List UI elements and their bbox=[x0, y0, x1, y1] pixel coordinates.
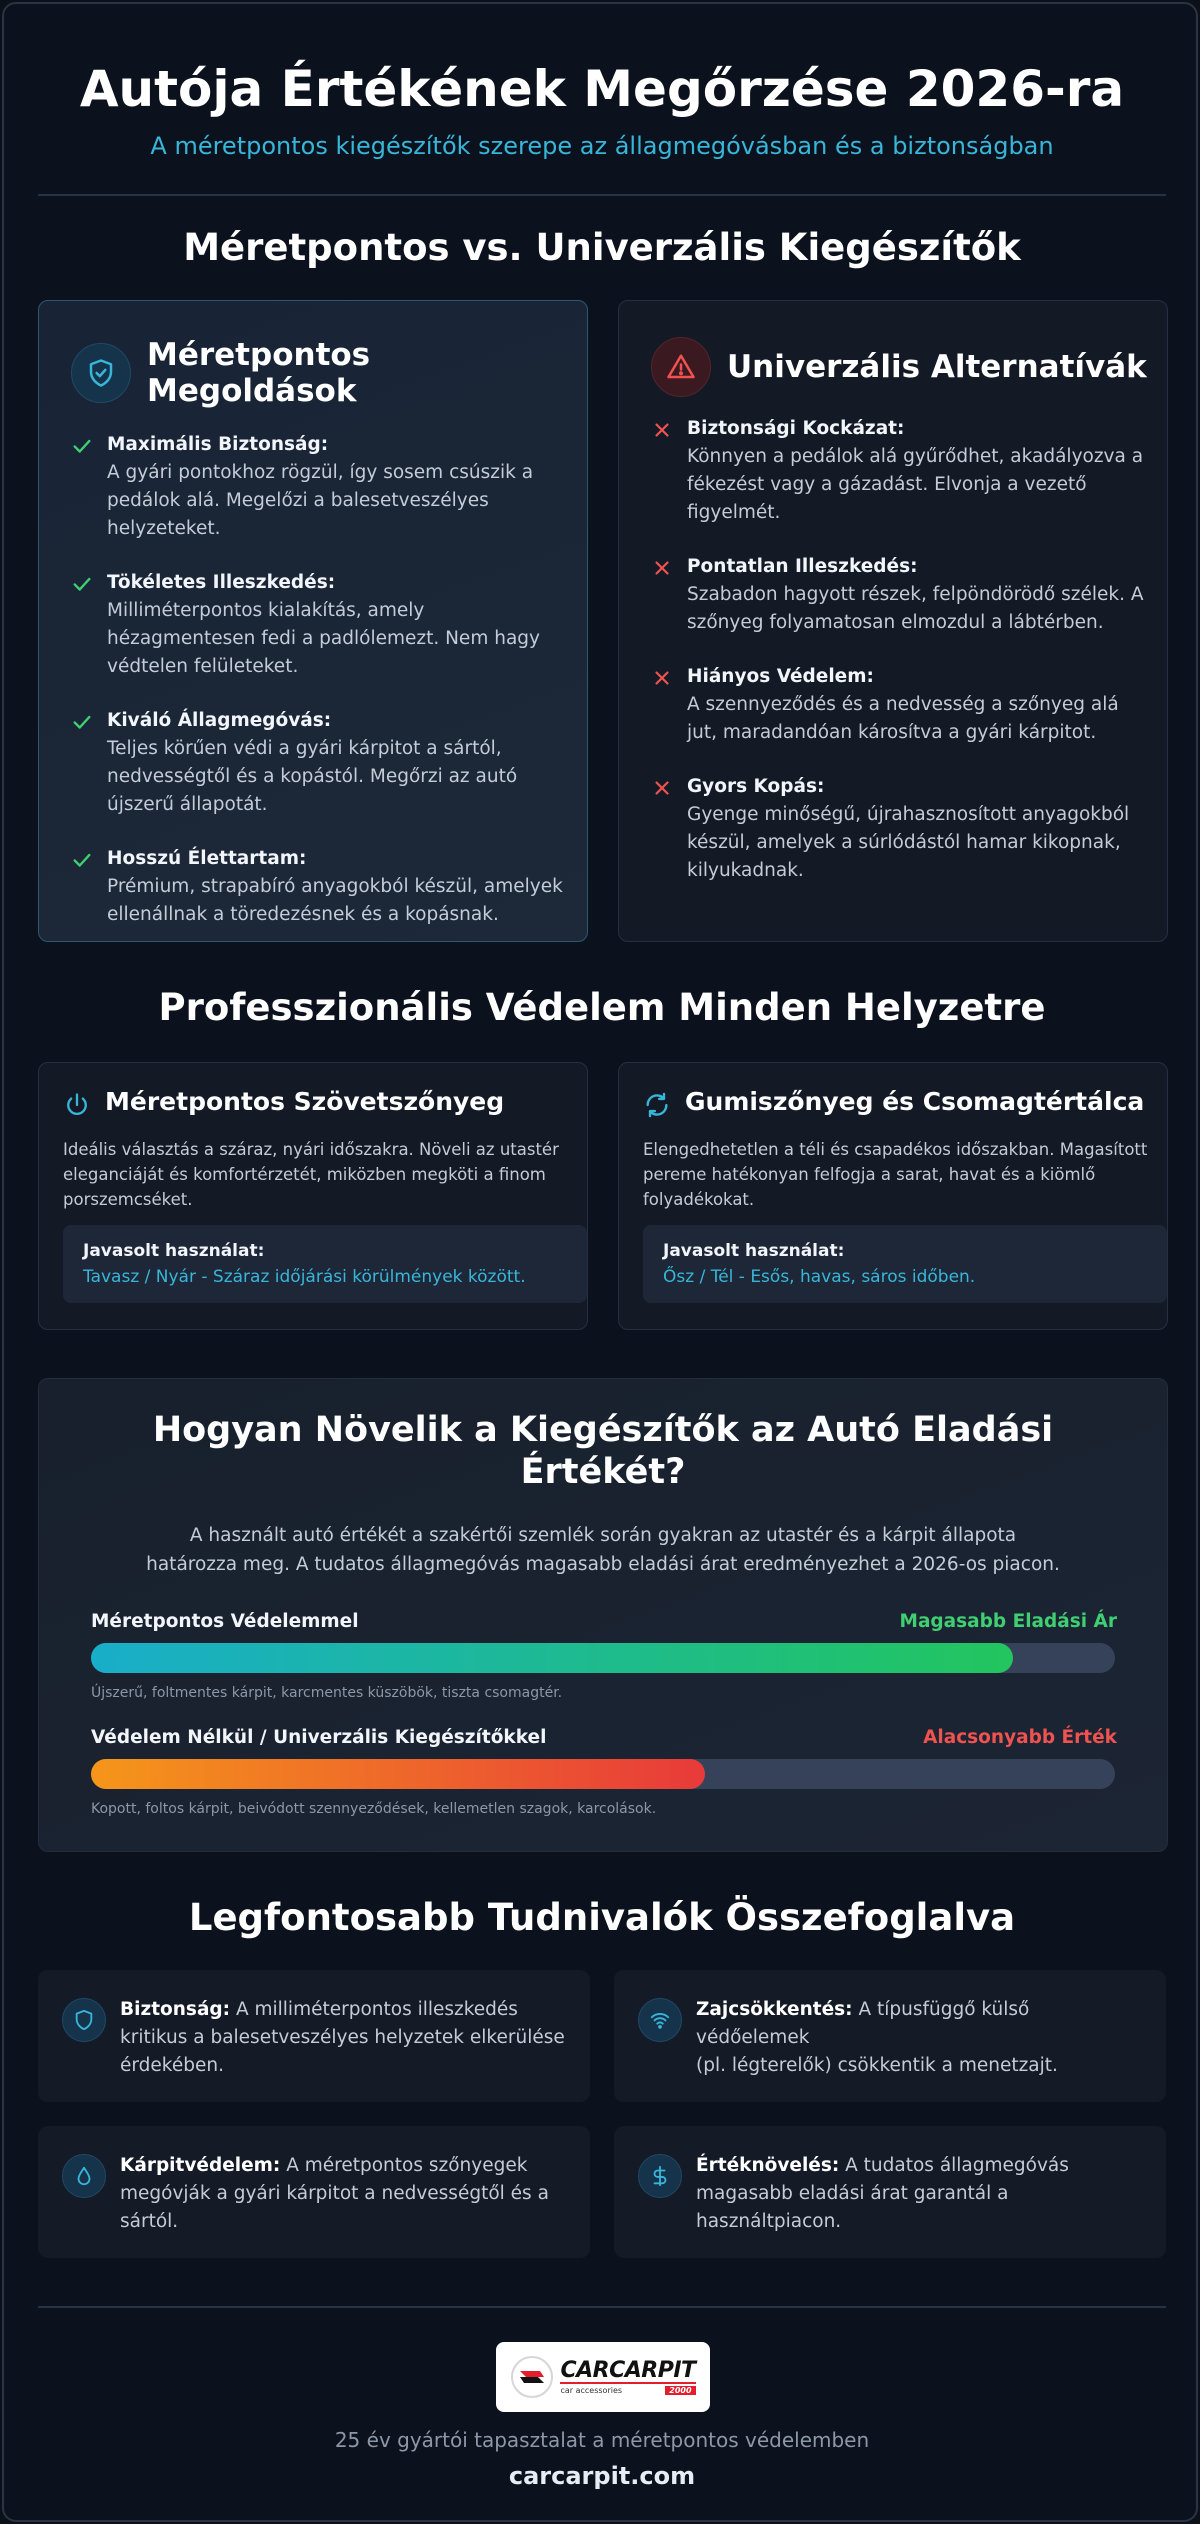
check-icon bbox=[71, 849, 93, 871]
resale-value-title: Hogyan Növelik a Kiegészítők az Autó Eladási Értékét? bbox=[152, 1410, 1054, 1492]
warning-triangle-icon bbox=[651, 337, 711, 397]
x-mark-icon bbox=[651, 777, 673, 799]
bar-result-unprotected: Alacsonyabb Érték bbox=[923, 1727, 1117, 1748]
rubber-mat-card bbox=[618, 1062, 1168, 1330]
universal-item-2: Pontatlan Illeszkedés: Szabadon hagyott részek, felpöndörödő szélek. A szőnyeg folyamatosan elmozdul a lábtérben. bbox=[651, 553, 1151, 637]
bar-note-protected: Újszerű, foltmentes kárpit, karcmentes küszöbök, tiszta csomagtér. bbox=[91, 1685, 563, 1701]
protected-value-bar bbox=[91, 1643, 1115, 1673]
universal-card-title: Univerzális Alternatívák bbox=[727, 349, 1147, 385]
x-mark-icon bbox=[651, 419, 673, 441]
tip-noise-reduction: Zajcsökkentés: A típusfüggő külső védőelemek (pl. légterelők) csökkentik a menetzajt. bbox=[614, 1970, 1166, 2102]
logo-wordmark: CARCARPIT bbox=[560, 2357, 696, 2383]
bar-label-protected: Méretpontos Védelemmel bbox=[91, 1611, 359, 1632]
check-icon bbox=[71, 573, 93, 595]
check-icon bbox=[71, 711, 93, 733]
footer-divider bbox=[38, 2306, 1166, 2308]
rubber-mat-description: Elengedhetetlen a téli és csapadékos időszakban. Magasított pereme hatékonyan felfogja a sarat, havat és a kiömlő folyadékokat. bbox=[643, 1140, 1148, 1209]
sun-power-icon bbox=[63, 1091, 91, 1119]
page-title: Autója Értékének Megőrzése 2026-ra bbox=[79, 60, 1125, 118]
universal-item-3: Hiányos Védelem: A szennyeződés és a nedvesség a szőnyeg alá jut, maradandóan károsítva a gyári kárpitot. bbox=[651, 663, 1151, 747]
fit-card-title: Méretpontos Megoldások bbox=[147, 337, 371, 409]
resale-value-intro: A használt autó értékét a szakértői szemlék során gyakran az utastér és a kárpit állapota határozza meg. A tudatos állagmegóvás magasabb eladási árat eredményezhet a 2026-os piacon. bbox=[146, 1525, 1060, 1575]
droplet-icon bbox=[62, 2154, 106, 2198]
footer-tagline: 25 év gyártói tapasztalat a méretpontos védelemben bbox=[334, 2428, 870, 2452]
refresh-arrows-icon bbox=[643, 1091, 671, 1119]
check-icon bbox=[71, 435, 93, 457]
protected-value-bar-fill bbox=[91, 1643, 1013, 1673]
resale-value-panel bbox=[38, 1378, 1168, 1852]
universal-item-4: Gyors Kopás: Gyenge minőségű, újrahasznosított anyagokból készül, amelyek a súrlódástól hamar kikopnak, kilyukadnak. bbox=[651, 773, 1151, 885]
rubber-mat-title: Gumiszőnyeg és Csomagtértálca bbox=[685, 1087, 1145, 1116]
tip-upholstery: Kárpitvédelem: A méretpontos szőnyegek megóvják a gyári kárpitot a nedvességtől és a sártól. bbox=[38, 2126, 590, 2258]
tip-value-increase: Értéknövelés: A tudatos állagmegóvás magasabb eladási árat garantál a használtpiacon. bbox=[614, 2126, 1166, 2258]
fit-item-1: Maximális Biztonság: A gyári pontokhoz rögzül, így sosem csúszik a pedálok alá. Megelőzi a balesetveszélyes helyzeteket. bbox=[71, 431, 571, 543]
divider bbox=[38, 194, 1166, 196]
bar-note-unprotected: Kopott, foltos kárpit, beivódott szennyeződések, kellemetlen szagok, karcolások. bbox=[91, 1801, 657, 1817]
summary-section-title: Legfontosabb Tudnivalók Összefoglalva bbox=[188, 1896, 1016, 1939]
universal-alternatives-card bbox=[618, 300, 1168, 942]
x-mark-icon bbox=[651, 667, 673, 689]
shield-check-icon bbox=[71, 343, 131, 403]
page-frame bbox=[2, 2, 1198, 2522]
fabric-mat-title: Méretpontos Szövetszőnyeg bbox=[105, 1087, 505, 1116]
fit-item-2: Tökéletes Illeszkedés: Milliméterpontos kialakítás, amely hézagmentesen fedi a padlólemezt. Nem hagy védtelen felületeket. bbox=[71, 569, 571, 681]
page-subtitle: A méretpontos kiegészítők szerepe az állagmegóvásban és a biztonságban bbox=[150, 132, 1054, 160]
dollar-icon bbox=[638, 2154, 682, 2198]
wifi-icon bbox=[638, 1998, 682, 2042]
unprotected-value-bar bbox=[91, 1759, 1115, 1789]
bar-result-protected: Magasabb Eladási Ár bbox=[899, 1611, 1117, 1632]
fit-item-3: Kiváló Állagmegóvás: Teljes körűen védi a gyári kárpitot a sártól, nedvességtől és a kopástól. Megőrzi az autó újszerű állapotát. bbox=[71, 707, 571, 819]
x-mark-icon bbox=[651, 557, 673, 579]
fit-solutions-card bbox=[38, 300, 588, 942]
fit-item-4: Hosszú Élettartam: Prémium, strapabíró anyagokból készül, amelyek ellenállnak a töredezésnek és a kopásnak. bbox=[71, 845, 571, 929]
rubber-mat-usage: Javasolt használat: Ősz / Tél - Esős, havas, sáros időben. bbox=[643, 1225, 1167, 1303]
fabric-mat-card bbox=[38, 1062, 588, 1330]
comparison-section-title: Méretpontos vs. Univerzális Kiegészítők bbox=[183, 226, 1021, 269]
fabric-mat-usage: Javasolt használat: Tavasz / Nyár - Száraz időjárási körülmények között. bbox=[63, 1225, 587, 1303]
carcarpit-logo[interactable]: CARCARPIT car accessories 2000 bbox=[496, 2342, 710, 2412]
bar-label-unprotected: Védelem Nélkül / Univerzális Kiegészítőkkel bbox=[91, 1727, 547, 1748]
footer-site-link[interactable]: carcarpit.com bbox=[508, 2462, 696, 2490]
unprotected-value-bar-fill bbox=[91, 1759, 705, 1789]
universal-item-1: Biztonsági Kockázat: Könnyen a pedálok alá gyűrődhet, akadályozva a fékezést vagy a gázadást. Elvonja a vezető figyelmét. bbox=[651, 415, 1151, 527]
fabric-mat-description: Ideális választás a száraz, nyári időszakra. Növeli az utastér eleganciáját és komfortérzetét, miközben megköti a finom porszemcséket. bbox=[63, 1140, 559, 1209]
protection-section-title: Professzionális Védelem Minden Helyzetre bbox=[158, 986, 1046, 1029]
logo-mark-icon bbox=[510, 2355, 554, 2399]
shield-icon bbox=[62, 1998, 106, 2042]
tip-safety: Biztonság: A milliméterpontos illeszkedés kritikus a balesetveszélyes helyzetek elkerülése érdekében. bbox=[38, 1970, 590, 2102]
